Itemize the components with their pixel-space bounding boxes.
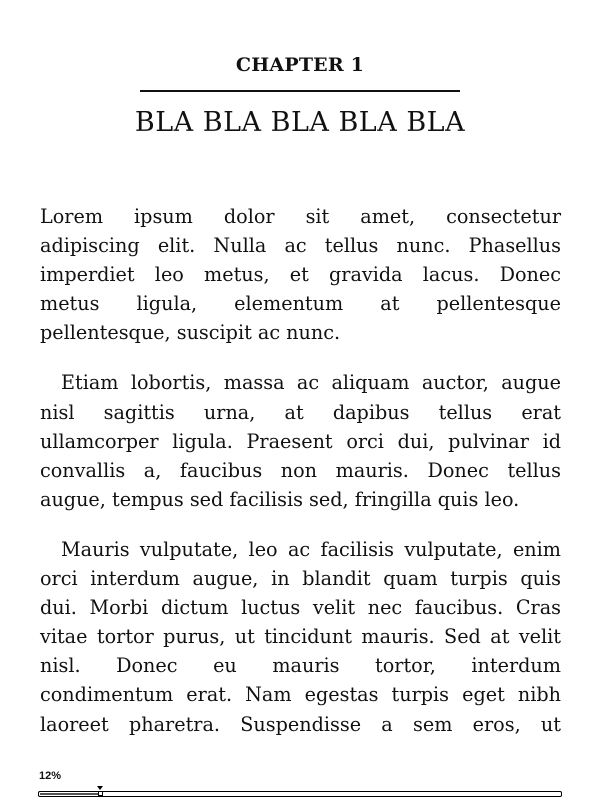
reading-progress-bar[interactable] — [38, 791, 562, 797]
progress-percent: 12% — [39, 770, 62, 782]
text-line: condimentum erat. Nam egestas turpis eget nibh — [40, 683, 561, 707]
text-line: imperdiet leo metus, et gravida lacus. Donec — [40, 263, 561, 287]
text-line: Etiam lobortis, massa ac aliquam auctor, augue — [61, 371, 561, 395]
text-line: pellentesque, suscipit ac nunc. — [40, 321, 341, 345]
book-body-text — [40, 202, 561, 760]
text-line: Lorem ipsum dolor sit amet, consectetur — [40, 205, 561, 228]
text-line: nisl sagittis urna, at dapibus tellus erat — [40, 400, 561, 424]
text-line: metus ligula, elementum at pellentesque — [40, 292, 561, 316]
text-line: dui. Morbi dictum luctus velit nec faucibus. Cras — [40, 596, 561, 620]
progress-fill — [40, 793, 102, 795]
progress-handle[interactable] — [98, 791, 103, 796]
text-line: convallis a, faucibus non mauris. Donec tellus — [40, 458, 561, 482]
text-line: ullamcorper ligula. Praesent orci dui, pulvinar id — [40, 429, 561, 453]
chapter-title: BLA BLA BLA BLA BLA — [134, 107, 466, 138]
text-line: laoreet pharetra. Suspendisse a sem eros, ut — [40, 712, 561, 736]
text-line: adipiscing elit. Nulla ac tellus nunc. Phasellus — [40, 234, 561, 258]
paragraph — [40, 202, 561, 347]
chapter-label: CHAPTER 1 — [235, 54, 365, 76]
text-line: orci interdum augue, in blandit quam turpis quis — [40, 567, 561, 591]
paragraph — [40, 368, 561, 513]
chapter-divider — [140, 90, 460, 92]
text-line: augue, tempus sed facilisis sed, fringilla quis leo. — [40, 487, 520, 511]
text-line: nisl. Donec eu mauris tortor, interdum — [40, 654, 561, 678]
progress-position-marker-icon — [97, 786, 103, 790]
text-line: vitae tortor purus, ut tincidunt mauris. Sed at velit — [40, 625, 561, 649]
text-line: Mauris vulputate, leo ac facilisis vulputate, enim — [61, 537, 561, 561]
paragraph — [40, 535, 561, 739]
